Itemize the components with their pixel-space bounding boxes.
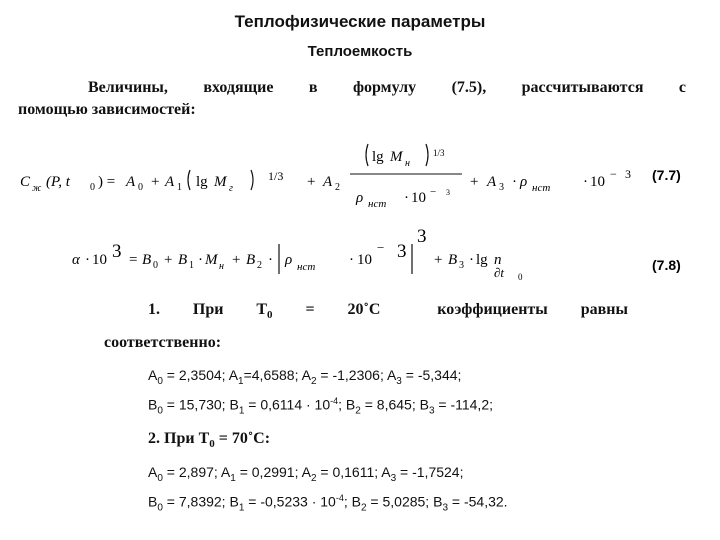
f78-dot-3: · [268,252,273,268]
f78-label: (7.8) [652,257,681,273]
f77-minus-2: − [610,167,617,181]
f77-plus-1: + [151,174,160,190]
f77-dot-rho-2: · [512,174,517,190]
f78-dot-2: · [198,252,203,268]
intro-paragraph [18,77,686,121]
f77-lhs-args-sub: 0 [90,182,95,193]
f77-lhs-sub: ж [32,183,42,194]
case1-eq: = [305,301,315,318]
f78-dot-1: · [85,252,90,268]
f77-ten-1: 10 [411,190,426,206]
formula-7-8 [0,222,720,292]
f78-plus-3: + [434,252,443,268]
f78-lg: lg [476,252,488,268]
f78-dot-4: · [349,252,354,268]
case1-T: $T_0$ [256,301,273,322]
f78-n-sub: ∂t [494,265,505,280]
f77-dot-ten-1: · [404,190,409,206]
f77-A3-sub: 3 [499,182,504,193]
f78-three-3: 3 [417,226,427,247]
case2-heading: 2. При $T_0$ = 70˚C: [148,430,271,451]
f78-B1: B [178,252,188,268]
f77-M-1: M [214,174,227,190]
f78-B0-sub: 0 [153,260,158,271]
f77-A3: A [487,174,497,190]
case1-heading-line [148,301,628,321]
f78-three-2: 3 [397,241,407,262]
f77-A0: A [126,174,136,190]
f78-M-sub: н [219,261,224,272]
f77-paren-open-1 [188,170,190,190]
f77-A2-sub: 2 [335,182,340,193]
intro-line-2: помощью зависимостей: [18,101,196,118]
f77-rho-1: ρ [356,190,364,206]
f78-ten-1: 10 [92,252,107,268]
f77-A2: A [323,174,333,190]
f77-paren-close-2 [426,144,428,166]
f77-paren-close-1 [251,170,253,190]
case1-num: 1. [148,301,160,318]
f77-A0-sub: 0 [138,182,143,193]
f77-rho-sub-2: нст [532,182,551,194]
f78-three-1: 3 [112,241,122,262]
formula-7-7 [0,128,720,216]
case1-temp: 20˚C [347,301,381,318]
f78-B3: B [448,252,458,268]
f77-A1: A [165,174,175,190]
f77-rho-sub-1: нст [368,198,387,210]
f77-plus-2: + [307,174,316,190]
f77-label: (7.7) [652,167,681,183]
intro-line-1: Величины, входящие в формулу (7.5), рассчитываются с [88,79,686,96]
f78-B3-sub: 3 [459,260,464,271]
f77-three-2: 3 [625,167,631,181]
f78-B1-sub: 1 [189,260,194,271]
f77-lhs-args: (P, t [46,174,70,190]
f78-M: M [205,252,218,268]
f78-alpha: α [72,252,80,268]
f77-three-1: 3 [446,188,450,197]
f77-M-sub-g: г [229,183,233,194]
f77-dot-ten-2: · [583,174,588,190]
case1-word-coef: коэффициенты [437,301,548,318]
f78-plus-2: + [232,252,241,268]
case2-A-coefficients: $A_0 = 2,897$; $A_1 = 0,2991$; $A_2 = 0,1611$; $A_3 = -1,7524$; [148,464,464,484]
page-title: Теплофизические параметры [234,12,486,31]
case1-line2: соответственно: [104,334,222,351]
f77-A1-sub: 1 [177,182,182,193]
section-subtitle: Теплоемкость [307,43,413,60]
f77-lg-1: lg [196,174,208,190]
f78-B2-sub: 2 [257,260,262,271]
case1-word-pri: При [192,301,224,318]
f77-ten-2: 10 [590,174,605,190]
f78-rho-sub: нст [297,261,316,273]
f77-exp-1-3: 1/3 [268,169,284,183]
f77-plus-3: + [470,174,479,190]
f77-close-eq: ) = [98,174,116,190]
case1-A-coefficients: $A_0 = 2,3504$; $A_1=4,6588$; $A_2 = -1,2306$; $A_3 = -5,344$; [148,367,462,387]
f77-M-2: M [390,149,403,165]
case1-word-equal: равны [580,301,628,318]
f77-lg-2: lg [372,149,384,165]
f77-lhs-C: C [20,174,31,190]
f78-eq: = [129,252,138,268]
f78-ten-2: 10 [357,252,372,268]
f78-dot-5: · [469,252,474,268]
f77-exp-1-3-b: 1/3 [433,148,445,158]
case2-B-coefficients: $B_0 = 7,8392$; $B_1 = -0,5233 \cdot 10^{-4}$; $B_2 = 5,0285$; $B_3 = -54,32$. [148,493,508,514]
f78-B2: B [246,252,256,268]
f77-M-sub-n: н [405,158,410,169]
f77-rho-2: ρ [520,174,528,190]
f78-B0: B [142,252,152,268]
f77-paren-open-2 [366,144,368,166]
f78-n-sub0: 0 [518,272,523,282]
f78-minus: − [377,240,385,255]
case1-B-coefficients: $B_0 = 15,730$; $B_1 = 0,6114 \cdot 10^{-4}$; $B_2 = 8,645$; $B_3 = -114,2$; [148,396,494,417]
f77-minus-1: − [430,186,437,198]
f78-n: n [494,252,502,268]
f78-plus-1: + [164,252,173,268]
f78-rho: ρ [285,252,293,268]
